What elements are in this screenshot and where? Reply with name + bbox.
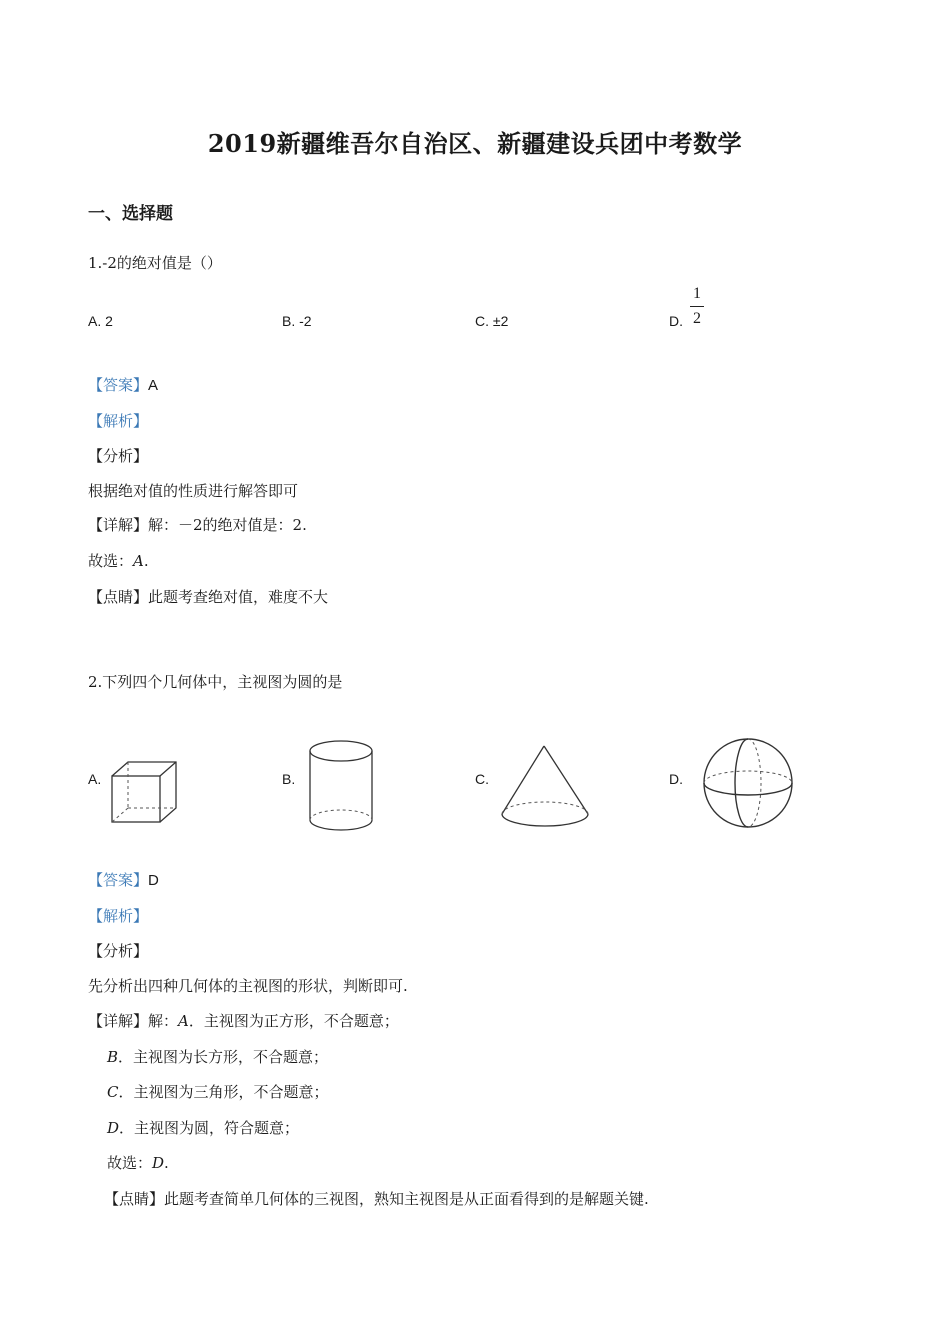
detail-prefix: 解：: [148, 1012, 179, 1030]
page-title: 2019新疆维吾尔自治区、新疆建设兵团中考数学: [207, 129, 743, 158]
q1-option-d-label: D.: [669, 313, 683, 329]
q2-detail-a: [88, 1010, 399, 1031]
cube-icon: [108, 758, 180, 824]
choose-prefix: 故选：: [107, 1154, 153, 1172]
q1-detail: [88, 514, 307, 535]
fraction-bar: [690, 306, 704, 307]
q2-choose: [107, 1152, 169, 1173]
choose-suffix: .: [164, 1154, 169, 1172]
detail-line-text: ．主视图为长方形，不合题意；: [118, 1048, 329, 1066]
q1-option-b: B. -2: [282, 313, 312, 329]
detail-letter: B: [107, 1048, 119, 1066]
detail-letter: A: [178, 1012, 189, 1030]
q1-option-d-fraction: [690, 284, 704, 329]
q1-answer: [88, 374, 158, 395]
q2-fenxi-text: 先分析出四种几何体的主视图的形状，判断即可.: [88, 977, 408, 995]
section-title: 一、选择题: [88, 204, 173, 224]
detail-line-text: ．主视图为三角形，不合题意；: [118, 1083, 329, 1101]
fraction-denominator: 2: [693, 310, 701, 327]
q2-option-b-label: B.: [282, 771, 296, 787]
choose-prefix: 故选：: [88, 552, 134, 570]
detail-line-text: ．主视图为正方形，不合题意；: [188, 1012, 399, 1030]
choose-value: D: [152, 1154, 165, 1172]
detail-tag: 【详解】: [88, 1012, 149, 1030]
q1-fenxi-tag: 【分析】: [88, 447, 149, 465]
detail-tag: 【详解】: [88, 516, 149, 534]
answer-tag: 【答案】: [88, 871, 149, 889]
q2-option-a-label: A.: [88, 771, 102, 787]
q2-detail-d: [107, 1117, 299, 1138]
q2-option-c-label: C.: [475, 771, 489, 787]
choose-suffix: .: [143, 552, 149, 570]
dianjing-tag: 【点睛】: [88, 588, 149, 606]
q2-option-d-label: D.: [669, 771, 683, 787]
q1-choose: [88, 550, 149, 571]
detail-letter: C: [107, 1083, 119, 1101]
question-2-stem: 2.下列四个几何体中，主视图为圆的是: [88, 673, 343, 691]
q2-dianjing: [104, 1188, 649, 1209]
q1-dianjing: [88, 586, 328, 607]
q2-fenxi-tag: 【分析】: [88, 942, 149, 960]
answer-value: A: [148, 377, 159, 394]
answer-tag: 【答案】: [88, 376, 149, 394]
dianjing-tag: 【点睛】: [104, 1190, 165, 1208]
dianjing-text: 此题考查绝对值，难度不大: [148, 588, 329, 606]
q1-jiexi-tag: 【解析】: [88, 412, 149, 430]
choose-value: A: [133, 552, 144, 570]
q1-option-a: A. 2: [88, 313, 113, 329]
question-1-stem: 1.-2的绝对值是（）: [88, 254, 222, 272]
q2-detail-c: [107, 1081, 329, 1102]
q2-answer: [88, 869, 159, 890]
detail-text: 解：－2的绝对值是：2.: [148, 516, 307, 534]
cone-icon: [498, 742, 594, 830]
answer-value: D: [148, 872, 159, 889]
q1-fenxi-text: 根据绝对值的性质进行解答即可: [88, 482, 299, 500]
cylinder-icon: [305, 738, 377, 834]
sphere-icon: [701, 736, 795, 830]
q2-jiexi-tag: 【解析】: [88, 907, 149, 925]
detail-line-text: ．主视图为圆，符合题意；: [119, 1119, 300, 1137]
q2-detail-b: [107, 1046, 328, 1067]
dianjing-text: 此题考查简单几何体的三视图，熟知主视图是从正面看得到的是解题关键.: [164, 1190, 649, 1208]
q1-option-c: C. ±2: [475, 313, 509, 329]
detail-letter: D: [107, 1119, 120, 1137]
fraction-numerator: 1: [693, 285, 701, 302]
